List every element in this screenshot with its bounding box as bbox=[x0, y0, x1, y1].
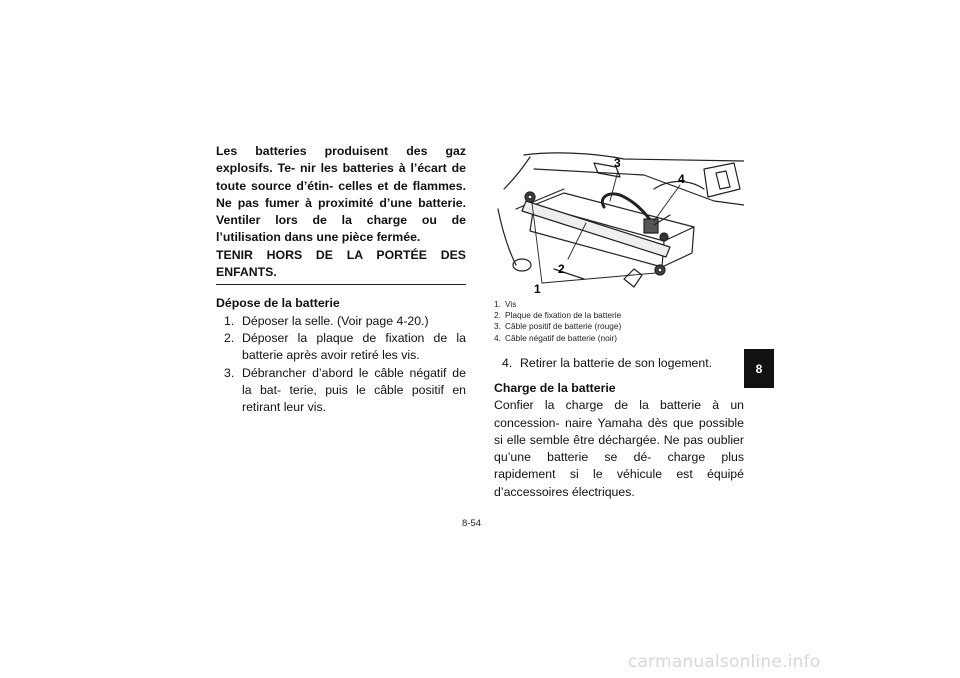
warning-block bbox=[216, 143, 466, 285]
caption-item bbox=[494, 321, 621, 332]
watermark: carmanualsonline.info bbox=[628, 652, 821, 672]
list-item bbox=[216, 330, 466, 365]
callout-label: 4 bbox=[678, 172, 685, 186]
list-item bbox=[216, 313, 466, 330]
step-text: Retirer la batterie de son logement. bbox=[520, 356, 713, 370]
removal-steps bbox=[216, 313, 466, 417]
step-text: Déposer la selle. (Voir page 4-20.) bbox=[242, 313, 429, 328]
warning-text: Les batteries produisent des gaz explosifs. Te- nir les batteries à l’écart de toute source d’étin- celles et de flammes. Ne pas fumer à proximité d’une batterie. Ventiler lors de la charge ou de l’utilisation dans une pièce fermée. bbox=[216, 144, 466, 245]
charge-section bbox=[494, 380, 744, 501]
caption-number: 2. bbox=[494, 310, 501, 321]
caption-item bbox=[494, 333, 621, 344]
callout-label: 2 bbox=[558, 262, 565, 276]
page-number: 8-54 bbox=[462, 518, 482, 529]
battery-illustration bbox=[494, 149, 744, 295]
caption-text: Plaque de fixation de la batterie bbox=[505, 310, 622, 321]
caption-text: Câble négatif de batterie (noir) bbox=[505, 332, 618, 343]
caption-item bbox=[494, 299, 621, 310]
caption-number: 1. bbox=[494, 299, 501, 309]
removal-heading: Dépose de la batterie bbox=[216, 296, 340, 311]
figure-caption bbox=[494, 299, 621, 344]
left-column bbox=[216, 143, 466, 416]
list-item bbox=[494, 355, 744, 372]
step-number: 3. bbox=[224, 365, 235, 380]
step-number: 1. bbox=[224, 313, 235, 328]
callout-label: 1 bbox=[534, 282, 541, 295]
callout-label: 3 bbox=[614, 156, 621, 170]
charge-text: Confier la charge de la batterie à un concession- naire Yamaha dès que possible si elle semble être déchargée. Ne pas oublier qu’une batterie se dé- charge plus rapidement si le véhicule est équipé d’accessoires électriques. bbox=[494, 398, 744, 499]
caption-item bbox=[494, 310, 621, 321]
section-tab: 8 bbox=[744, 349, 774, 388]
caption-text: Vis bbox=[505, 299, 517, 309]
caption-number: 4. bbox=[494, 332, 501, 343]
caption-text: Câble positif de batterie (rouge) bbox=[505, 321, 622, 332]
removal-steps-continued bbox=[494, 355, 744, 372]
caption-number: 3. bbox=[494, 321, 501, 332]
warning-caps: TENIR HORS DE LA PORTÉE DES ENFANTS. bbox=[216, 247, 466, 286]
step-number: 2. bbox=[224, 330, 235, 345]
charge-heading: Charge de la batterie bbox=[494, 381, 616, 395]
step-text: Débrancher d’abord le câble négatif de la bat- terie, puis le câble positif en retirant leur vis. bbox=[242, 365, 466, 415]
step-number: 4. bbox=[502, 356, 513, 370]
step-text: Déposer la plaque de fixation de la batterie après avoir retiré les vis. bbox=[242, 330, 466, 363]
list-item bbox=[216, 365, 466, 417]
